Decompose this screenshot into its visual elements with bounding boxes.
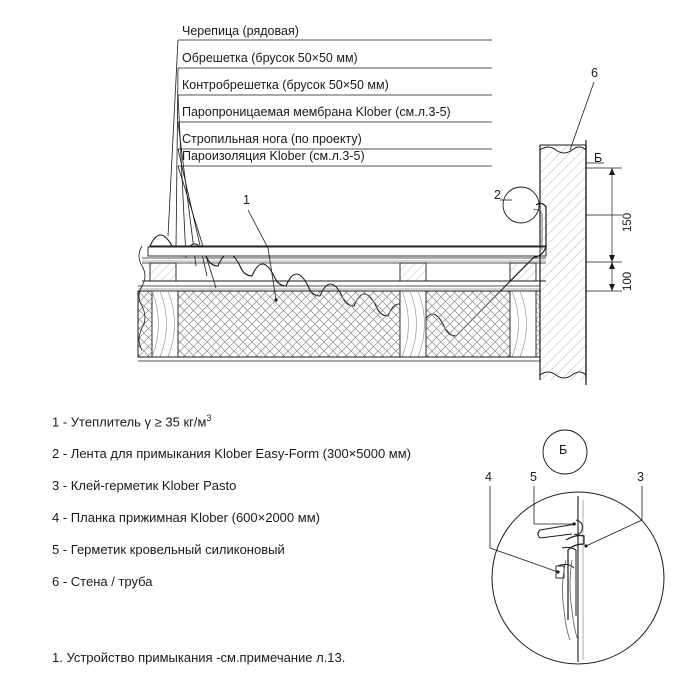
layer-label-5: Стропильная нога (по проекту) xyxy=(182,132,362,146)
legend-item-4: 4 - Планка прижимная Klober (600×2000 мм) xyxy=(52,510,320,526)
legend-item-1 xyxy=(52,410,522,430)
detail-callout-5: 5 xyxy=(530,470,537,484)
detail-callout-3: 3 xyxy=(637,470,644,484)
legend-item-3: 3 - Клей-герметик Klober Pasto xyxy=(52,478,237,494)
section-marker-b: Б xyxy=(594,151,603,165)
layer-label-2: Обрешетка (брусок 50×50 мм) xyxy=(182,51,358,65)
legend-item-6: 6 - Стена / труба xyxy=(52,574,153,590)
legend-item-5: 5 - Герметик кровельный силиконовый xyxy=(52,542,285,558)
layer-label-1: Черепица (рядовая) xyxy=(182,24,299,38)
callout-1: 1 xyxy=(243,193,250,207)
legend-item-1-text: 1 - Утеплитель γ ≥ 35 кг/м xyxy=(52,414,207,430)
detail-callout-4: 4 xyxy=(485,470,492,484)
legend-item-1-sup: 3 xyxy=(206,413,212,423)
leader-6 xyxy=(570,82,594,150)
detail-circle-label-b: Б xyxy=(559,443,568,457)
legend-item-2: 2 - Лента для примыкания Klober Easy-Form (300×5000 мм) xyxy=(52,446,412,462)
callout-2: 2 xyxy=(494,188,501,202)
roof-assembly xyxy=(138,235,546,361)
wall-section xyxy=(540,140,586,385)
callout-6: 6 xyxy=(591,66,598,80)
dimension-100: 100 xyxy=(622,271,634,291)
dimension-lines xyxy=(586,168,622,291)
legend xyxy=(52,410,522,606)
layer-label-6: Пароизоляция Klober (см.л.3-5) xyxy=(182,149,365,163)
detail-circle-main xyxy=(503,187,539,223)
layer-label-4: Паропроницаемая мембрана Klober (см.л.3-5) xyxy=(182,105,451,119)
layer-label-3: Контробрешетка (брусок 50×50 мм) xyxy=(182,78,389,92)
drawing-note: 1. Устройство примыкания -см.примечание л.13. xyxy=(52,650,346,665)
dimension-150: 150 xyxy=(622,212,634,232)
